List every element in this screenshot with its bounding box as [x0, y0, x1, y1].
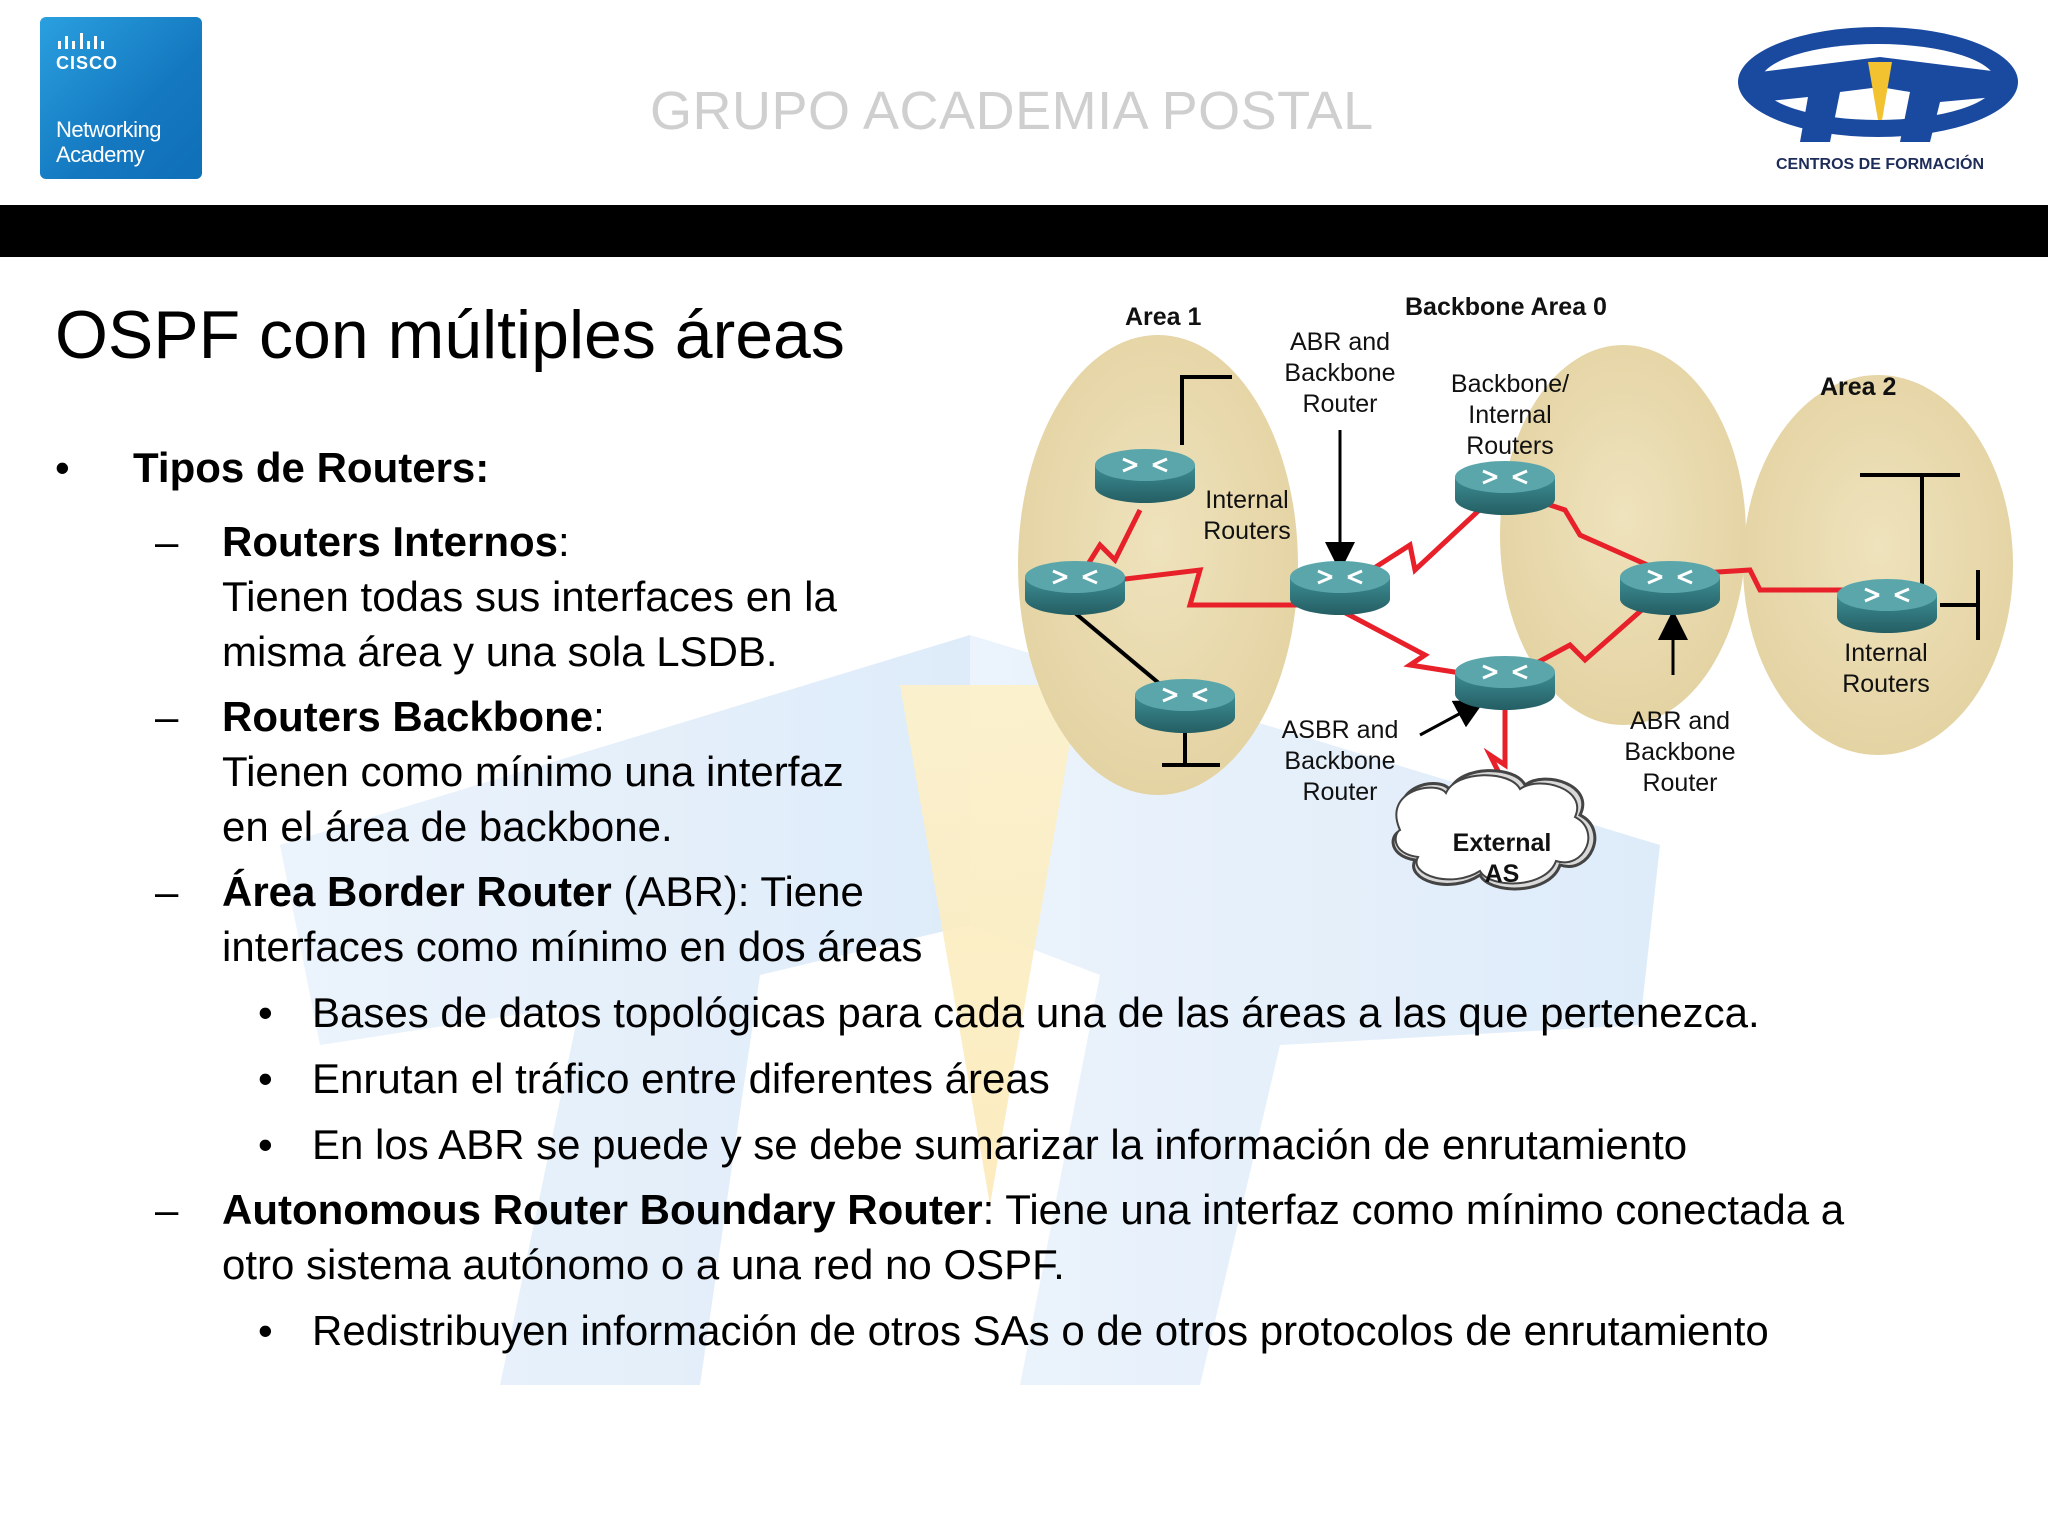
academia-postal-logo	[1730, 12, 2030, 182]
item-suffix: :	[593, 693, 605, 740]
item-suffix: :	[558, 518, 570, 565]
item-routers-backbone	[222, 689, 844, 854]
item-line: en el área de backbone.	[222, 803, 673, 850]
item-asbr	[222, 1182, 1844, 1292]
asbr-label: Router	[1302, 778, 1378, 806]
gap-logo-caption: CENTROS DE FORMACIÓN	[1776, 156, 1984, 173]
item-line: Tienen todas sus interfaces en la	[222, 573, 837, 620]
backbone-area-label: Backbone Area 0	[1405, 293, 1607, 321]
sub-bullet-dot: •	[258, 1121, 273, 1168]
item-heading: Routers Backbone	[222, 693, 594, 740]
backbone-internal-label: Backbone/	[1450, 370, 1570, 398]
bullet-dot: •	[55, 444, 70, 491]
external-as-label: External	[1452, 829, 1552, 857]
router-icon	[1095, 449, 1195, 503]
abr-top-label: Router	[1302, 390, 1378, 418]
cisco-line2: Academy	[56, 142, 145, 167]
item-routers-internos	[222, 514, 837, 679]
networking-academy-label	[56, 117, 161, 167]
item-area-border-router	[222, 864, 922, 974]
external-as-label: AS	[1484, 860, 1520, 888]
asbr-label: ASBR and	[1281, 716, 1399, 744]
item-heading: Autonomous Router Boundary Router	[222, 1186, 983, 1233]
abr-bottom-label: Router	[1642, 769, 1718, 797]
sub-bullet-dot: •	[258, 989, 273, 1036]
abr-top-label: ABR and	[1289, 328, 1391, 356]
router-icon	[1455, 461, 1555, 515]
sub-item: Bases de datos topológicas para cada una de las áreas a las que pertenezca.	[312, 989, 1760, 1036]
cisco-wordmark: CISCO	[56, 53, 119, 73]
dash-bullet: –	[155, 868, 179, 915]
section-heading: Tipos de Routers:	[133, 444, 490, 491]
header-divider-bar	[0, 205, 2048, 257]
cisco-bars-icon	[56, 31, 136, 51]
router-icon	[1290, 561, 1390, 615]
router-icon	[1837, 579, 1937, 633]
router-icon	[1135, 679, 1235, 733]
item-line: otro sistema autónomo o a una red no OSPF.	[222, 1241, 1065, 1288]
internal-routers-right-label: Internal	[1844, 639, 1928, 667]
abr-bottom-label: ABR and	[1629, 707, 1731, 735]
slide-header	[0, 0, 2048, 205]
area-2-ellipse	[1743, 375, 2013, 755]
router-icon	[1455, 656, 1555, 710]
backbone-internal-label: Routers	[1466, 432, 1554, 460]
dash-bullet: –	[155, 693, 179, 740]
ospf-areas-diagram	[1010, 285, 2020, 935]
cisco-networking-academy-logo	[40, 17, 202, 179]
item-line: Tienen como mínimo una interfaz	[222, 748, 844, 795]
abr-top-label: Backbone	[1284, 359, 1396, 387]
item-heading: Routers Internos	[222, 518, 559, 565]
router-icon	[1620, 561, 1720, 615]
sub-item: Enrutan el tráfico entre diferentes áreas	[312, 1055, 1050, 1102]
item-suffix: (ABR): Tiene	[611, 868, 864, 915]
internal-routers-left-label: Routers	[1203, 517, 1291, 545]
item-line: misma área y una sola LSDB.	[222, 628, 778, 675]
item-line: interfaces como mínimo en dos áreas	[222, 923, 923, 970]
cisco-line1: Networking	[56, 117, 162, 142]
internal-routers-right-label: Routers	[1842, 670, 1930, 698]
dash-bullet: –	[155, 518, 179, 565]
item-heading: Área Border Router	[222, 868, 612, 915]
slide-title: OSPF con múltiples áreas	[55, 297, 845, 373]
area-2-label: Area 2	[1820, 373, 1897, 401]
asbr-label: Backbone	[1284, 747, 1396, 775]
internal-routers-left-label: Internal	[1205, 486, 1289, 514]
area-1-label: Area 1	[1125, 303, 1202, 331]
router-icon	[1025, 561, 1125, 615]
sub-bullet-dot: •	[258, 1055, 273, 1102]
sub-bullet-dot: •	[258, 1307, 273, 1354]
item-suffix: : Tiene una interfaz como mínimo conectada a	[982, 1186, 1845, 1233]
abr-bottom-label: Backbone	[1624, 738, 1736, 766]
sub-item: En los ABR se puede y se debe sumarizar la información de enrutamiento	[312, 1121, 1688, 1168]
dash-bullet: –	[155, 1186, 179, 1233]
sub-item: Redistribuyen información de otros SAs o de otros protocolos de enrutamiento	[312, 1307, 1769, 1354]
backbone-internal-label: Internal	[1468, 401, 1552, 429]
organization-title: GRUPO ACADEMIA POSTAL	[650, 81, 1374, 141]
